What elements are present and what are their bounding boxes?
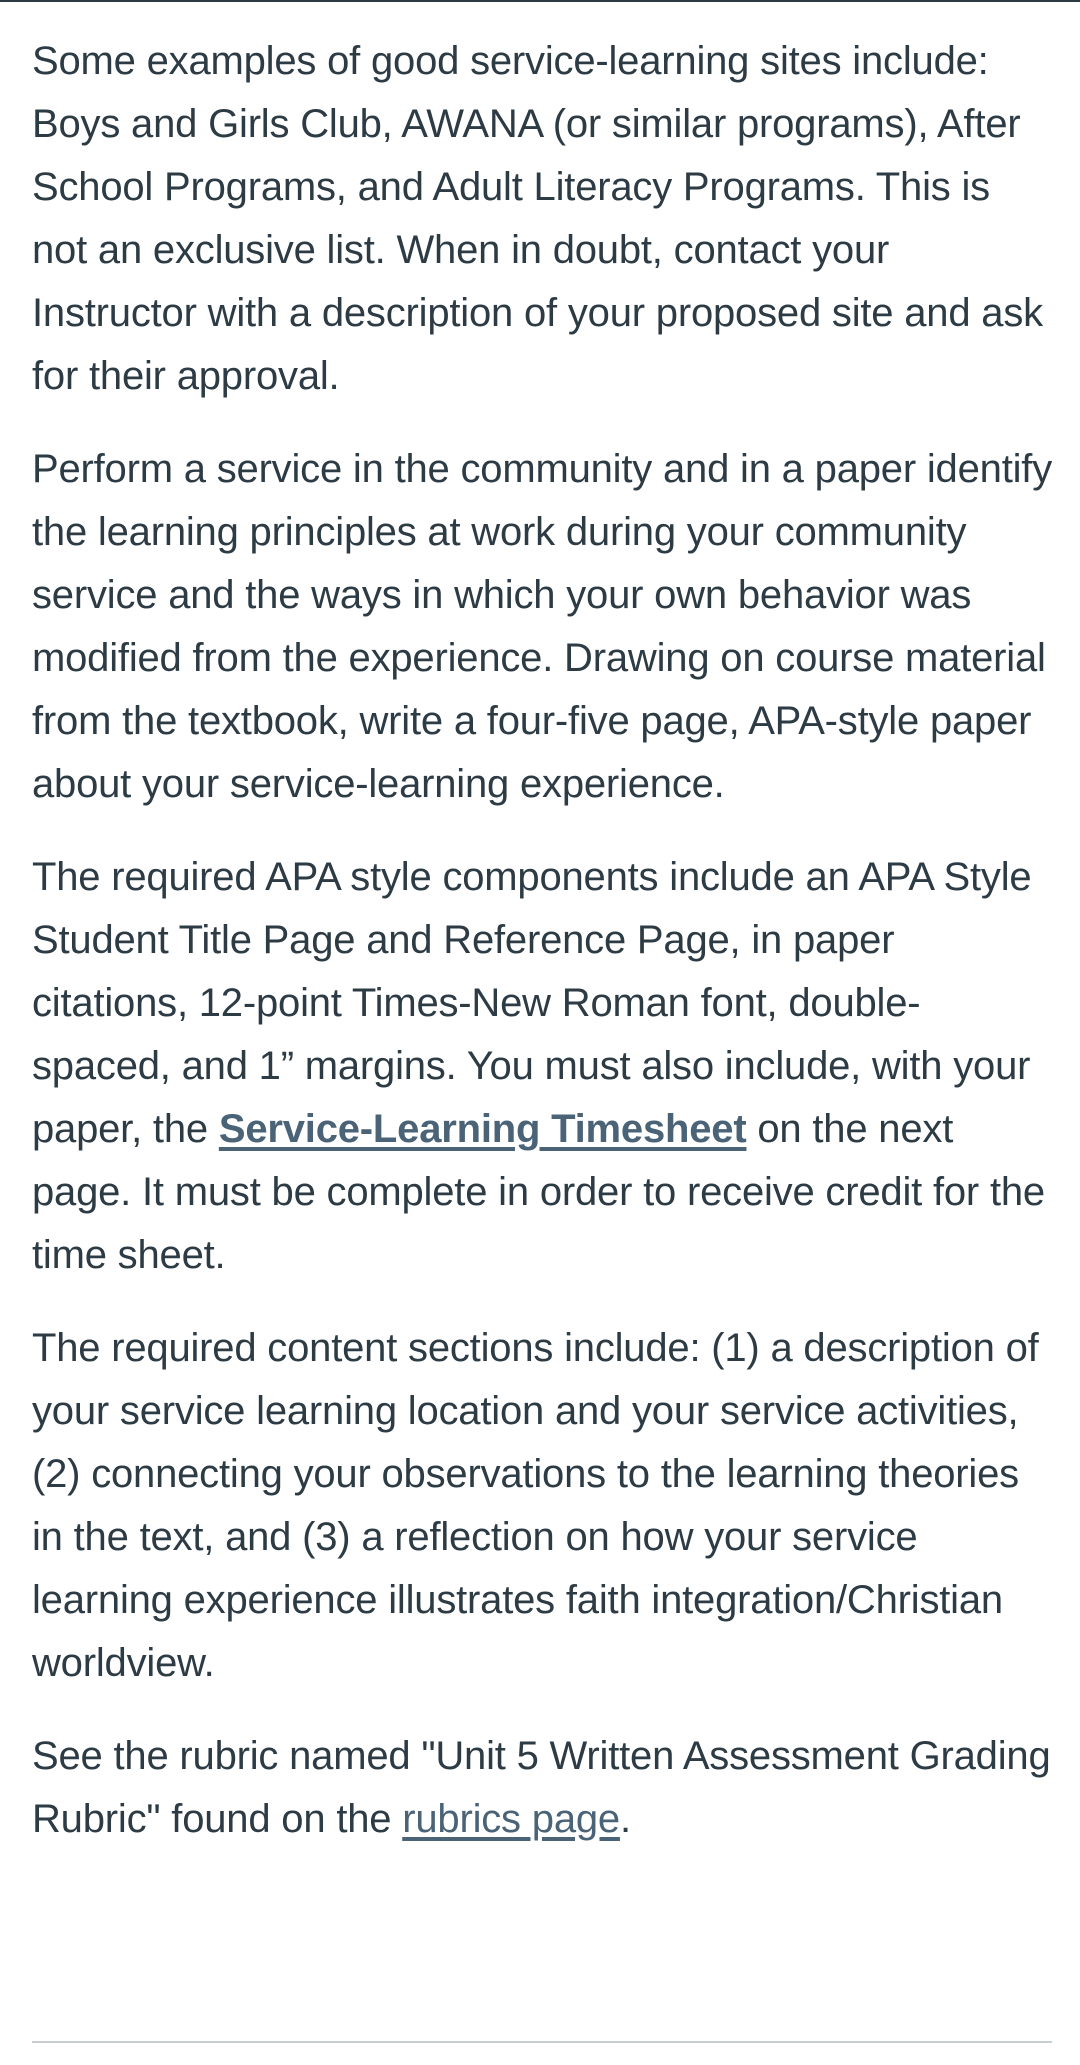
rubric-text-after: . (619, 1797, 631, 1841)
rubrics-page-link[interactable]: rubrics page (402, 1797, 620, 1841)
bottom-divider (32, 2041, 1052, 2043)
rubric-text-before: See the rubric named "Unit 5 Written Assessment Grading Rubric" found on the (32, 1734, 1051, 1841)
assignment-description (32, 30, 1052, 1881)
apa-text-before: The required APA style components include an APA Style Student Title Page and Reference Page, in paper citations, 12-point Times-New Roman font, double-spaced, and 1” margins. You must also include, with your paper, the (32, 855, 1032, 1151)
apa-requirements-paragraph (32, 846, 1052, 1287)
timesheet-link[interactable]: Service-Learning Timesheet (218, 1107, 747, 1151)
rubric-paragraph (32, 1725, 1052, 1851)
service-paragraph: Perform a service in the community and in a paper identify the learning principles at work during your community service and the ways in which your own behavior was modified from the experience. Drawing on course material from the textbook, write a four-five page, APA-style paper about your service-learning experience. (32, 447, 1053, 806)
content-sections-paragraph: The required content sections include: (1) a description of your service learning location and your service activities, (2) connecting your observations to the learning theories in the text, and (3) a reflection on how your service learning experience illustrates faith integration/Christian worldview. (32, 1326, 1039, 1685)
top-border (0, 0, 1080, 2)
apa-text-after: on the next page. It must be complete in order to receive credit for the time sheet. (32, 1107, 1045, 1277)
sites-paragraph: Some examples of good service-learning sites include: Boys and Girls Club, AWANA (or similar programs), After School Programs, and Adult Literacy Programs. This is not an exclusive list. When in doubt, contact your Instructor with a description of your proposed site and ask for their approval. (32, 39, 1043, 398)
